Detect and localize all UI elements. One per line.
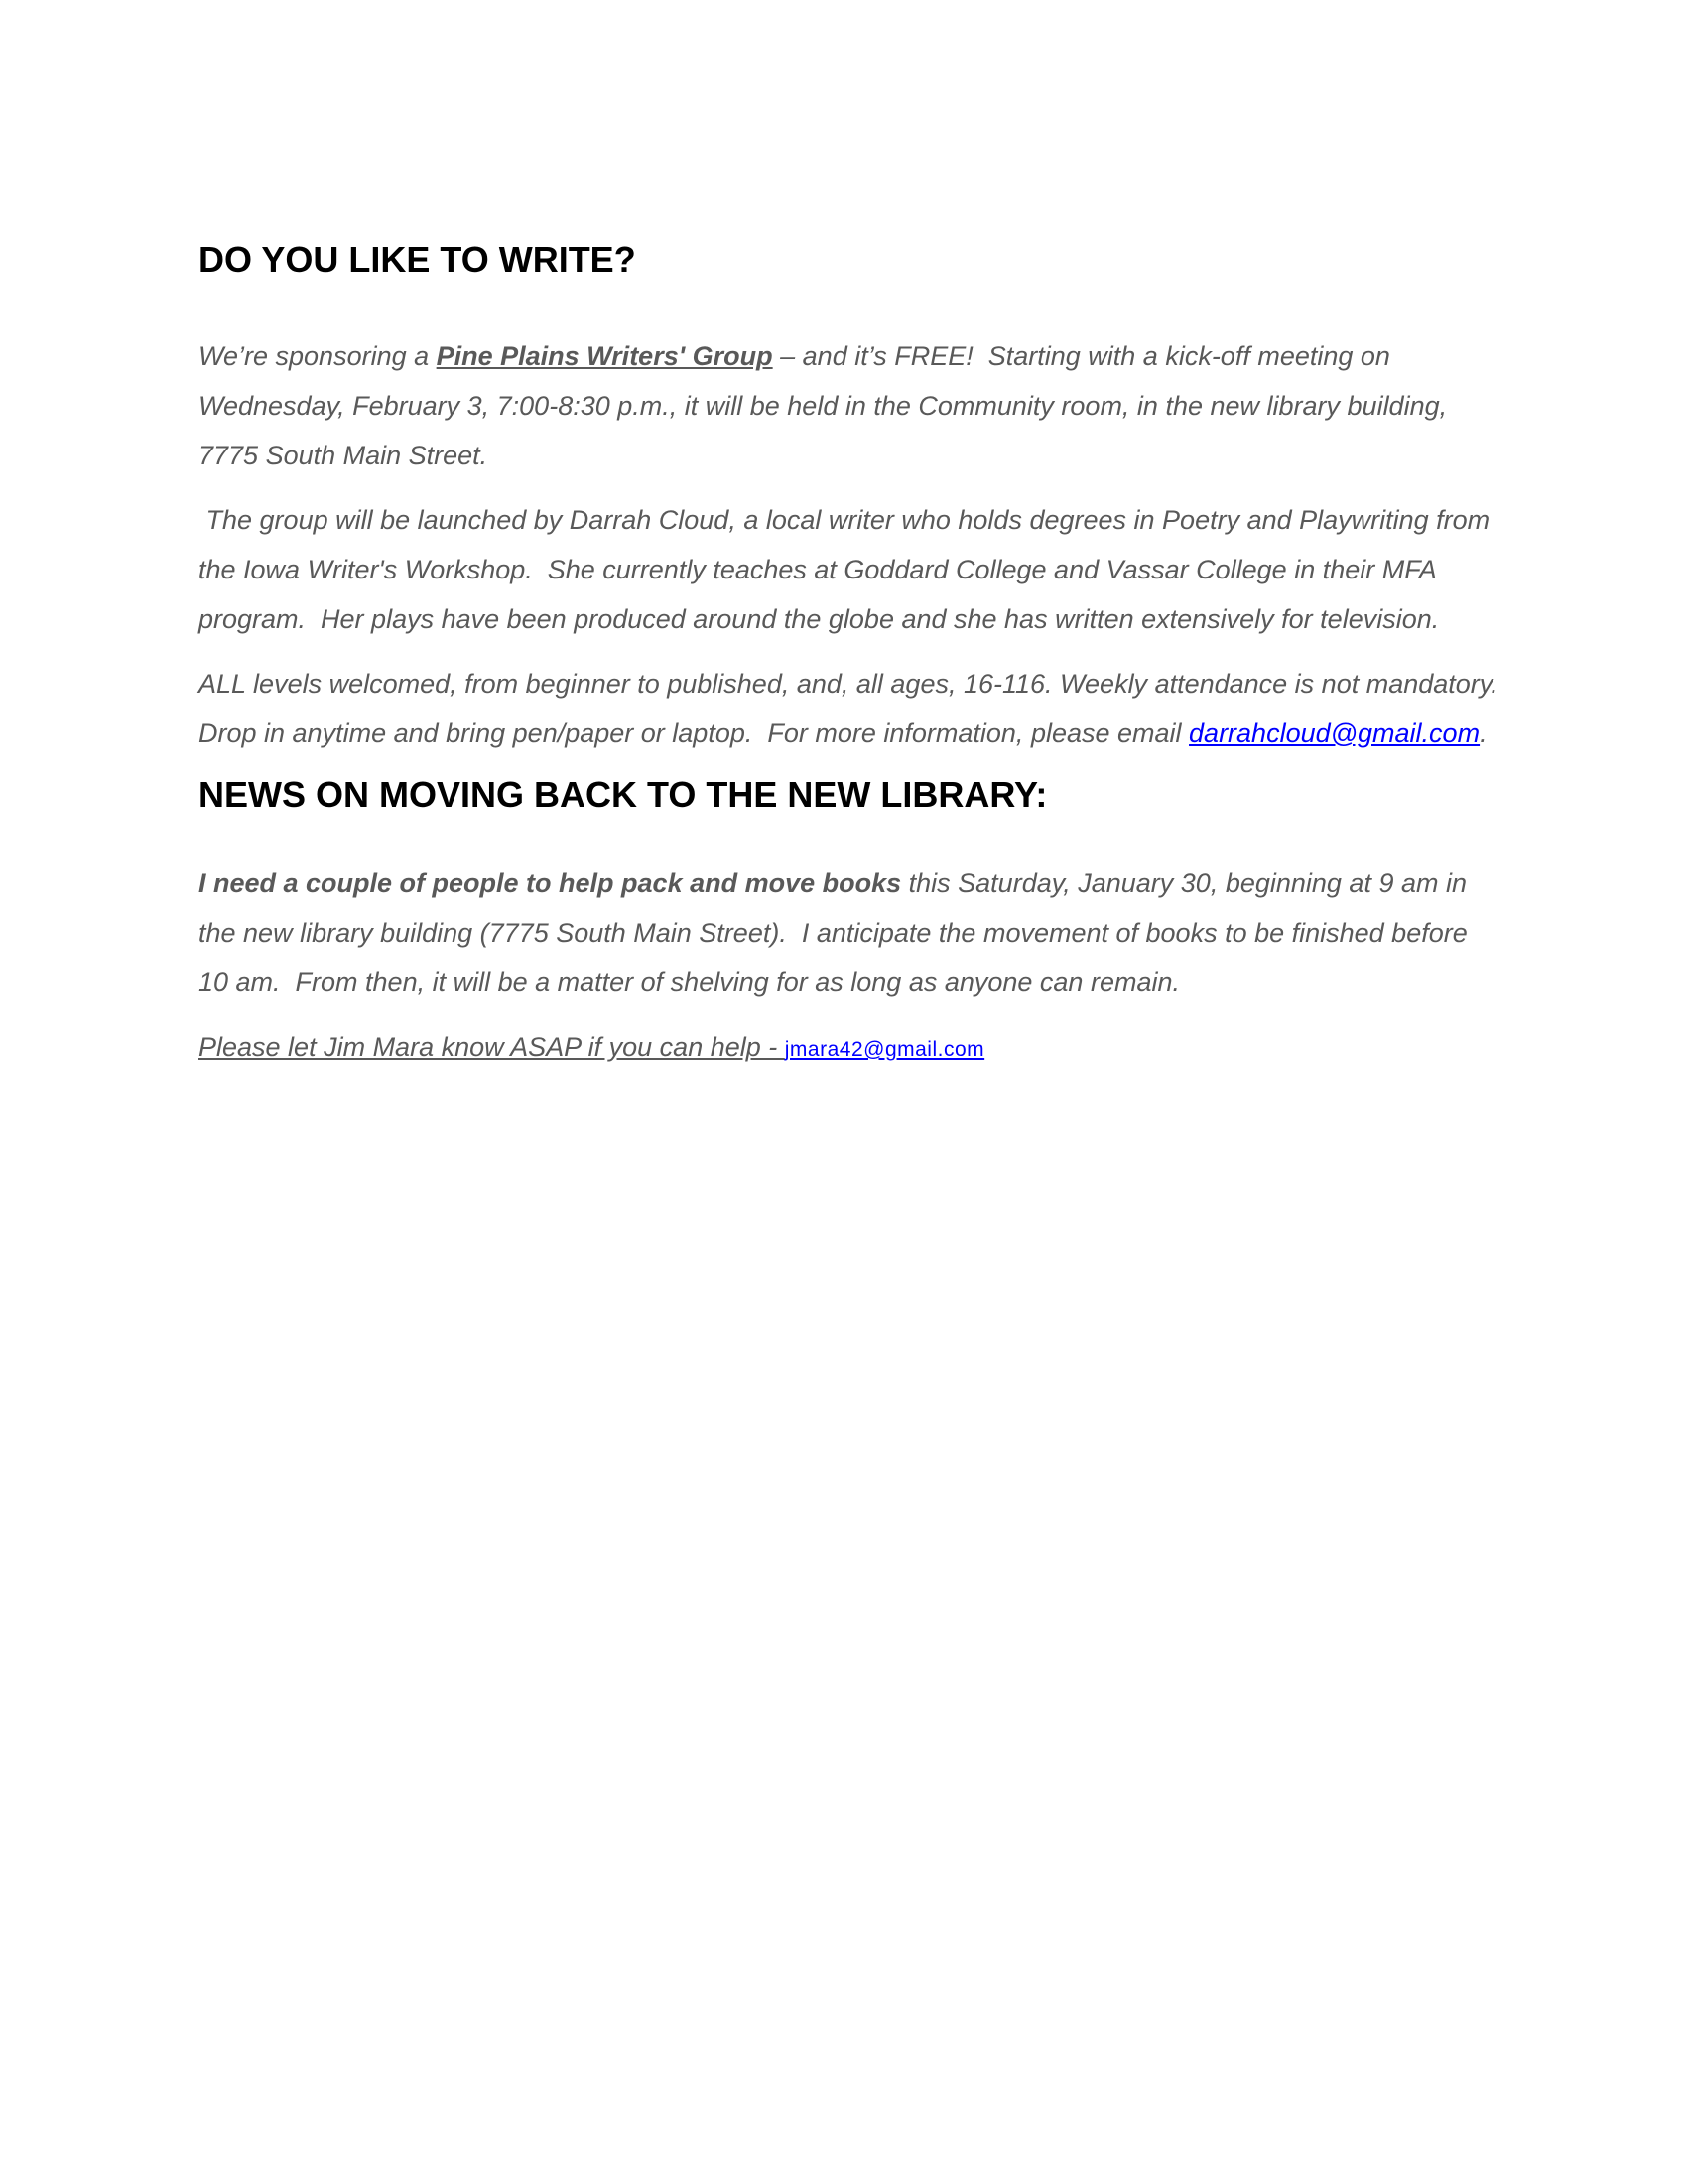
text-run: ALL levels welcomed, from beginner to published, and, all ages, 16-116. Weekly attendance is not mandatory. Drop in anytime and bring pen/paper or laptop. For more information, please email — [198, 669, 1506, 748]
text-run: . — [1480, 718, 1488, 748]
paragraph-jim-mara — [198, 1022, 1498, 1075]
jmara42-email-link[interactable]: jmara42@gmail.com — [784, 1038, 985, 1061]
jim-mara-request: Please let Jim Mara know ASAP if you can help - — [198, 1032, 785, 1062]
text-run: The group will be launched by Darrah Cloud, a local writer who holds degrees in Poetry and Playwriting from the Iowa Writer's Workshop. She currently teaches at Goddard College and Vassar College in their MFA program. Her plays have been produced around the globe and she has written extensively for television. — [198, 505, 1497, 634]
paragraph-all-levels — [198, 659, 1506, 758]
paragraph-move-books — [198, 858, 1498, 1007]
document-content — [198, 238, 1506, 1090]
text-run: this Saturday, January 30, beginning at 9 am in the new library building (7775 South Main Street). I anticipate the movement of books to be finished before 10 am. From then, it will be a matter of shelving for as long as anyone can remain. — [198, 868, 1476, 997]
text-run: – and it’s FREE! Starting with a kick-off meeting on Wednesday, February 3, 7:00-8:30 p.m., it will be held in the Community room, in the new library building, 7775 South Main Street. — [198, 341, 1455, 470]
paragraph-darrah-cloud — [198, 495, 1498, 644]
heading-do-you-like-to-write: DO YOU LIKE TO WRITE? — [198, 239, 636, 280]
darrahcloud-email-link[interactable]: darrahcloud@gmail.com — [1189, 718, 1481, 748]
paragraph-writers-group — [198, 331, 1498, 480]
heading-news-moving-back: NEWS ON MOVING BACK TO THE NEW LIBRARY: — [198, 774, 1048, 815]
help-pack-request: I need a couple of people to help pack and move books — [198, 868, 902, 898]
writers-group-name: Pine Plains Writers' Group — [436, 341, 773, 371]
text-run: We’re sponsoring a — [198, 341, 437, 371]
